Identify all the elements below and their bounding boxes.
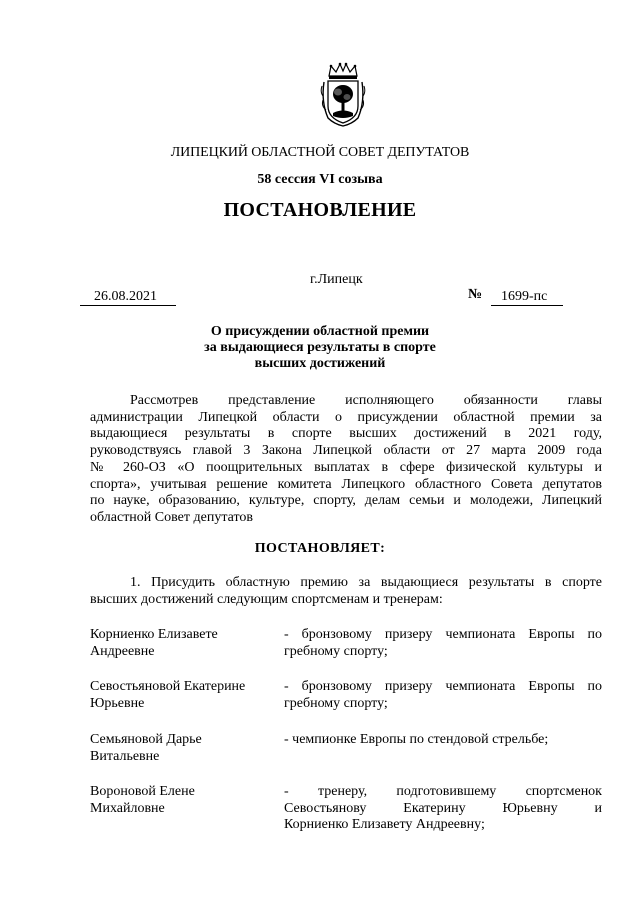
number-sign: № bbox=[468, 287, 483, 302]
preamble-paragraph bbox=[90, 393, 602, 527]
document-title: ПОСТАНОВЛЕНИЕ bbox=[223, 199, 417, 221]
awardee-description-line: гребному спорту; bbox=[284, 643, 388, 659]
awardee-name-line: Витальевне bbox=[90, 748, 160, 764]
awardee-description-line: - бронзовому призеру чемпионата Европы по bbox=[284, 679, 602, 694]
coat-of-arms-icon bbox=[320, 62, 366, 128]
awardee-name bbox=[90, 732, 278, 765]
subject-line: О присуждении областной премии bbox=[210, 324, 430, 339]
awardee-description-line: - бронзовому призеру чемпионата Европы по bbox=[284, 627, 602, 642]
point-1-line: высших достижений следующим спортсменам и тренерам: bbox=[90, 591, 443, 607]
document-number: 1699-пс bbox=[491, 289, 563, 306]
awardee-description-line: - чемпионке Европы по стендовой стрельбе; bbox=[284, 732, 549, 747]
awardee-name bbox=[90, 627, 278, 660]
subject-line: высших достижений bbox=[254, 356, 386, 371]
preamble-line: № 260-ОЗ «О поощрительных выплатах в сфере физической культуры и bbox=[90, 459, 602, 475]
city-name: г.Липецк bbox=[310, 272, 363, 287]
awardee-description-line: гребному спорту; bbox=[284, 695, 388, 711]
council-name: ЛИПЕЦКИЙ ОБЛАСТНОЙ СОВЕТ ДЕПУТАТОВ bbox=[170, 145, 470, 160]
preamble-line: областной Совет депутатов bbox=[90, 509, 254, 525]
preamble-line: администрации Липецкой области о присуждении областной премии за bbox=[90, 409, 602, 425]
preamble-line: выдающиеся результаты в спорте высших достижений в 2021 году, bbox=[90, 426, 602, 442]
awardee-name-line: Севостьяновой Екатерине bbox=[90, 679, 246, 694]
decrees-heading: ПОСТАНОВЛЯЕТ: bbox=[254, 541, 386, 556]
preamble-line: Рассмотрев представление исполняющего обязанности главы bbox=[130, 393, 602, 408]
awardee-name-line: Вороновой Елене bbox=[90, 784, 195, 799]
point-1-line: 1. Присудить областную премию за выдающиеся результаты в спорте bbox=[130, 575, 602, 590]
awardee-name-line: Корниенко Елизавете bbox=[90, 627, 218, 642]
awardee-description bbox=[284, 784, 602, 834]
session-title: 58 сессия VI созыва bbox=[257, 172, 383, 187]
awardee-name bbox=[90, 679, 278, 712]
awardee-name-line: Юрьевне bbox=[90, 695, 145, 711]
document-subject bbox=[0, 324, 640, 372]
preamble-line: руководствуясь главой 3 Закона Липецкой области от 27 марта 2009 года bbox=[90, 443, 602, 459]
awardee-name-line: Андреевне bbox=[90, 643, 155, 659]
preamble-line: по науке, образованию, культуре, спорту, делам семьи и молодежи, Липецкий bbox=[90, 493, 602, 509]
preamble-line: спорта», учитывая решение комитета Липецкого областного Совета депутатов bbox=[90, 476, 602, 492]
awardee-description-line: Корниенко Елизавету Андреевну; bbox=[284, 817, 485, 832]
awardee-description bbox=[284, 732, 602, 749]
document-date: 26.08.2021 bbox=[80, 289, 176, 306]
point-1-paragraph bbox=[90, 575, 602, 608]
awardee-name-line: Михайловне bbox=[90, 800, 165, 816]
awardee-name-line: Семьяновой Дарье bbox=[90, 732, 202, 747]
awardee-description bbox=[284, 627, 602, 660]
subject-line: за выдающиеся результаты в спорте bbox=[204, 340, 436, 355]
awardee-description-line: - тренеру, подготовившему спортсменок bbox=[284, 784, 602, 799]
awardee-description-line: Севостьянову Екатерину Юрьевну и bbox=[284, 800, 602, 816]
awardee-name bbox=[90, 784, 278, 817]
awardee-description bbox=[284, 679, 602, 712]
